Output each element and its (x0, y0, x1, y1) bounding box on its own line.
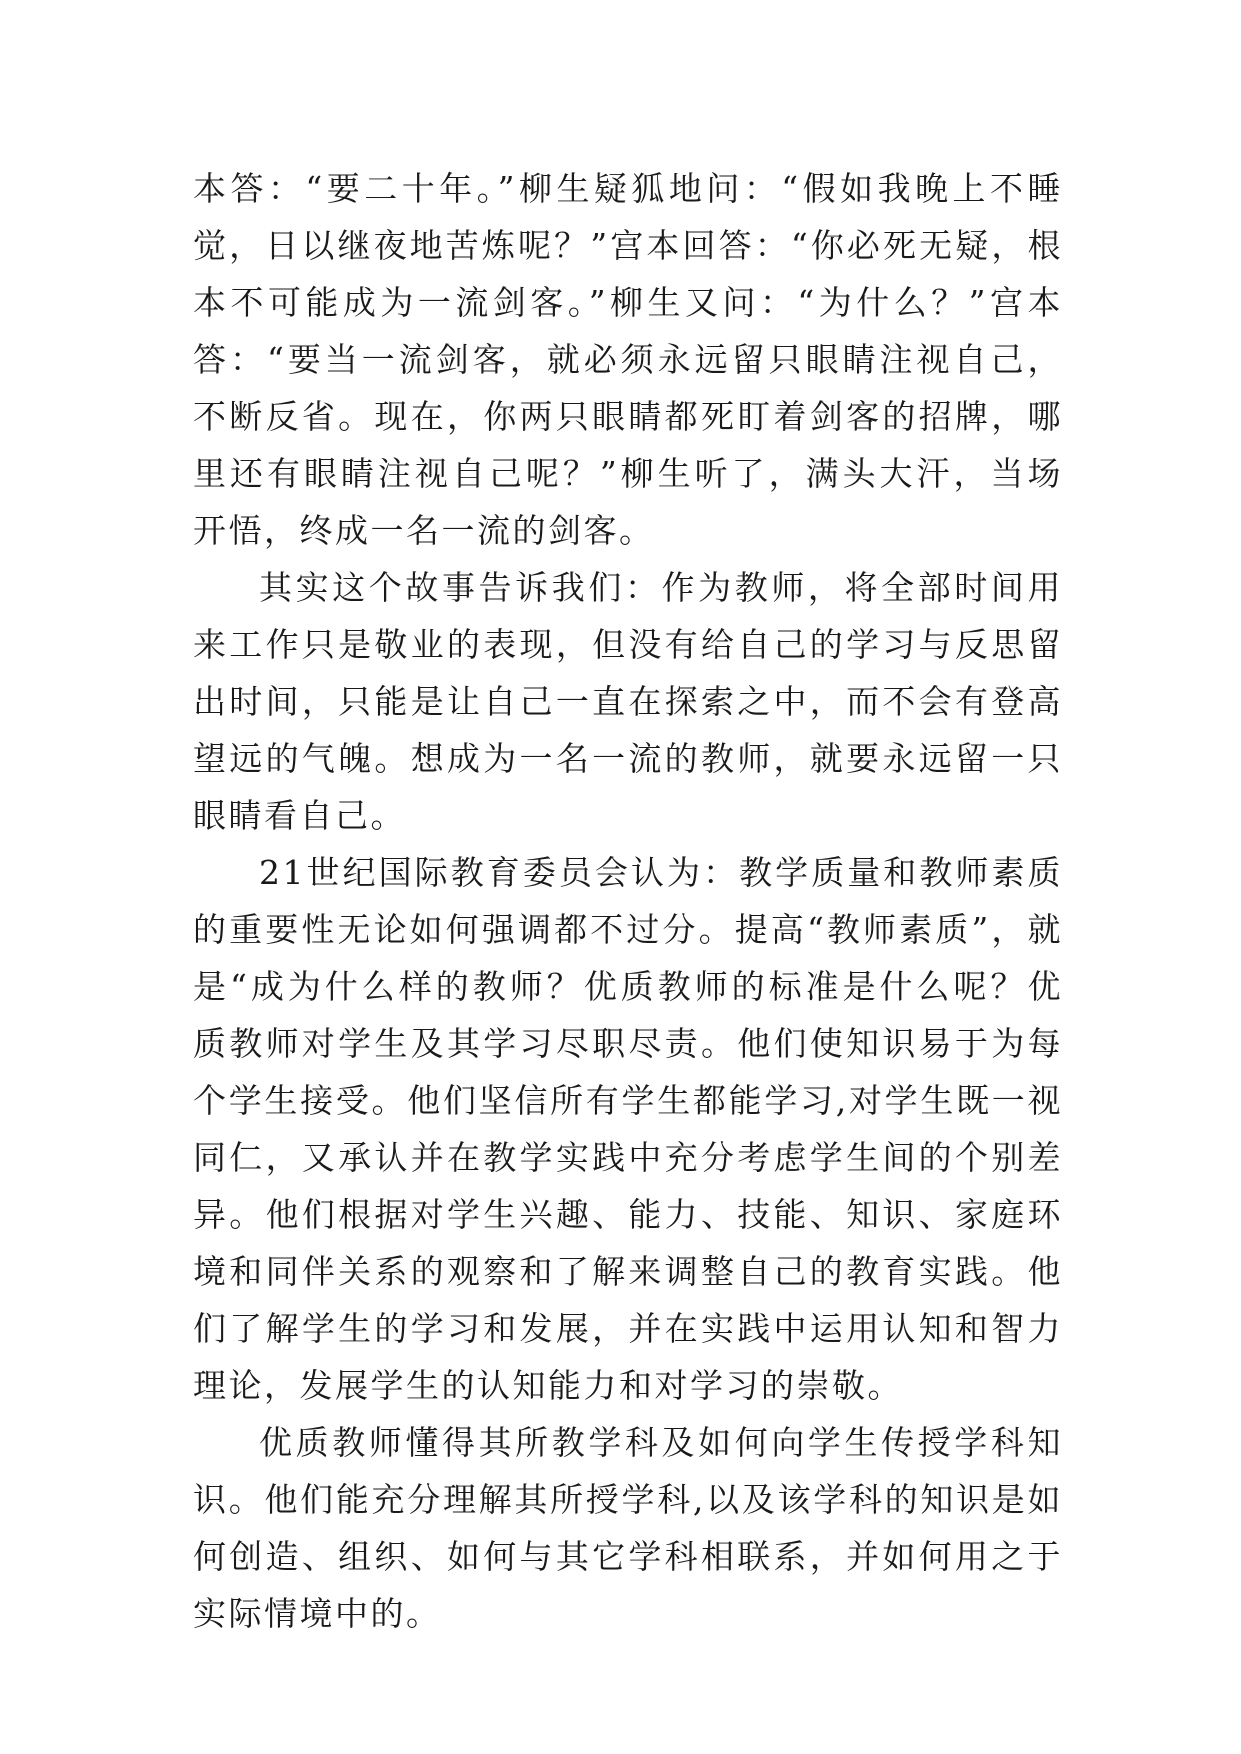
paragraph-4: 优质教师懂得其所教学科及如何向学生传授学科知识。他们能充分理解其所授学科,以及该学科的知识是如何创造、组织、如何与其它学科相联系，并如何用之于实际情境中的。 (193, 1423, 1063, 1633)
paragraph-1: 本答：“要二十年。”柳生疑狐地问：“假如我晚上不睡觉，日以继夜地苦炼呢？”宫本回答：“你必死无疑，根本不可能成为一流剑客。”柳生又问：“为什么？”宫本答：“要当一流剑客，就必须永远留只眼睛注视自己，不断反省。现在，你两只眼睛都死盯着剑客的招牌，哪里还有眼睛注视自己呢？”柳生听了，满头大汗，当场开悟，终成一名一流的剑客。 (193, 169, 1063, 550)
document-page (193, 160, 1063, 1642)
paragraph-3: 21世纪国际教育委员会认为：教学质量和教师素质的重要性无论如何强调都不过分。提高“教师素质”，就是“成为什么样的教师？优质教师的标准是什么呢？优质教师对学生及其学习尽职尽责。他们使知识易于为每个学生接受。他们坚信所有学生都能学习,对学生既一视同仁，又承认并在教学实践中充分考虑学生间的个别差异。他们根据对学生兴趣、能力、技能、知识、家庭环境和同伴关系的观察和了解来调整自己的教育实践。他们了解学生的学习和发展，并在实践中运用认知和智力理论，发展学生的认知能力和对学习的崇敬。 (193, 853, 1063, 1405)
paragraph-2: 其实这个故事告诉我们：作为教师，将全部时间用来工作只是敬业的表现，但没有给自己的学习与反思留出时间，只能是让自己一直在探索之中，而不会有登高望远的气魄。想成为一名一流的教师，就要永远留一只眼睛看自己。 (193, 568, 1063, 835)
